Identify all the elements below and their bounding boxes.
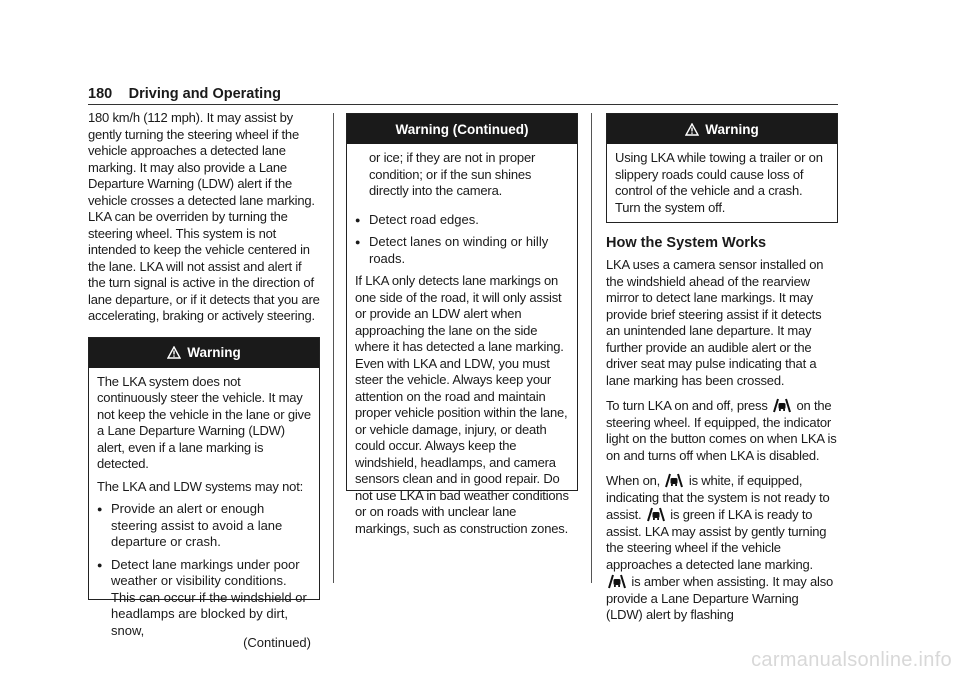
body-paragraph: When on, is white, if equipped, indicating that the system is not ready to assist. is green if LKA is ready to assist. LKA may assist by gently turning the steering wheel if the vehicle approaches a detected lane marking. is amber when assisting. It may also provide a Lane Departure Warning (LDW) alert by flashing <box>606 473 834 622</box>
warning-triangle-icon <box>685 123 699 136</box>
lane-keep-assist-icon <box>645 506 667 522</box>
column-2 <box>346 113 578 536</box>
section-title: Driving and Operating <box>128 86 281 102</box>
warning-title: Warning <box>187 345 241 360</box>
warning-paragraph: If LKA only detects lane markings on one side of the road, it will only assist or provide an LDW alert when approaching the lane on the side where it has detected a lane marking. Even with LKA and LDW, you must steer the vehicle. Always keep your attention on the road and maintain proper vehicle position within the lane, or vehicle damage, injury, or death could occur. Always keep the windshield, headlamps, and camera sensors clean and in good repair. Do not use LKA in bad weather conditions or on roads with unclear lane markings, such as construction zones. <box>355 273 569 536</box>
warning-box <box>606 113 838 223</box>
warning-box <box>88 337 320 650</box>
intro-paragraph: 180 km/h (112 mph). It may assist by gently turning the steering wheel if the vehicle approaches a detected lane marking. It may also provide a Lane Departure Warning (LDW) alert if the vehicle crosses a detected lane marking. LKA can be overriden by turning the steering wheel. This system is not intended to keep the vehicle centered in the lane. LKA will not assist and alert if the turn signal is active in the direction of lane departure, or if it detects that you are accelerating, braking or actively steering. <box>88 110 320 323</box>
warning-title: Warning (Continued) <box>395 121 529 137</box>
body-paragraph: To turn LKA on and off, press on the steering wheel. If equipped, the indicator light on the button comes on when LKA is on and turns off when LKA is disabled. <box>606 398 837 463</box>
header-rule <box>88 104 838 105</box>
warning-title: Warning <box>705 121 759 137</box>
lane-keep-assist-icon <box>606 573 628 589</box>
column-3 <box>606 113 838 624</box>
list-item: ● Provide an alert or enough steering assist to avoid a lane departure or crash. <box>97 501 283 549</box>
column-1 <box>88 110 320 650</box>
column-divider <box>333 113 334 583</box>
body-paragraph: LKA uses a camera sensor installed on the windshield ahead of the rearview mirror to detect lane markings. It may provide brief steering assist if it detects an unintended lane departure. It may further provide an audible alert or the driver seat may pulse indicating that a lane marking has been crossed. <box>606 257 824 388</box>
section-heading: How the System Works <box>606 235 767 251</box>
warning-header <box>607 114 837 144</box>
column-divider <box>591 113 592 583</box>
lane-keep-assist-icon <box>663 472 685 488</box>
list-item: ● Detect road edges. <box>355 211 479 227</box>
warning-paragraph: or ice; if they are not in proper condition; or if the sun shines directly into the camera. <box>369 150 536 198</box>
list-item: ● Detect lanes on winding or hilly roads. <box>355 234 549 266</box>
list-item: ● Detect lane markings under poor weather or visibility conditions. This can occur if the windshield or headlamps are blocked by dirt, snow, <box>97 556 307 638</box>
warning-box-continued <box>346 113 578 536</box>
warning-paragraph: The LKA and LDW systems may not: <box>97 478 304 494</box>
watermark: carmanualsonline.info <box>751 649 952 671</box>
continued-label: (Continued) <box>243 635 311 650</box>
page-header <box>88 84 838 104</box>
warning-paragraph: The LKA system does not continuously steer the vehicle. It may not keep the vehicle in the lane or give a Lane Departure Warning (LDW) alert, even if a lane marking is detected. <box>97 373 311 471</box>
warning-header <box>89 338 319 368</box>
warning-paragraph: Using LKA while towing a trailer or on slippery roads could cause loss of control of the vehicle and a crash. Turn the system off. <box>615 150 823 215</box>
page-number: 180 <box>88 86 113 102</box>
lane-keep-assist-icon <box>771 397 793 413</box>
warning-triangle-icon <box>167 346 181 359</box>
warning-header <box>347 114 577 144</box>
